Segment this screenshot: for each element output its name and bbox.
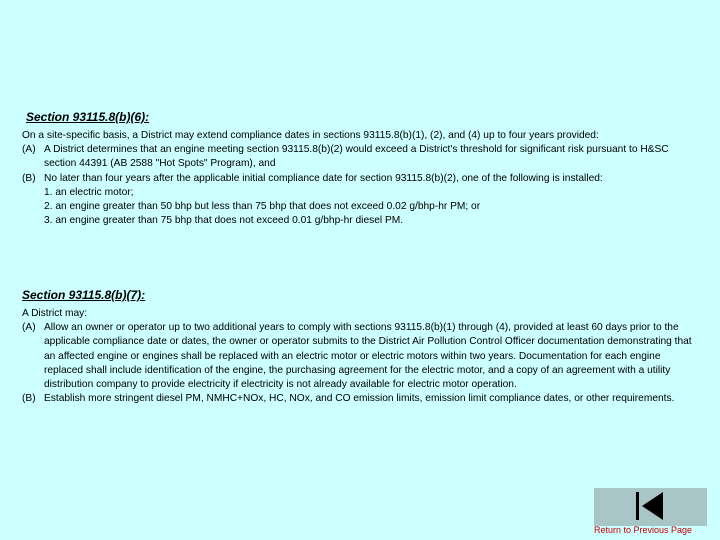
section-93115-8-b-7	[22, 288, 702, 406]
item-text: Establish more stringent diesel PM, NMHC+NOx, HC, NOx, and CO emission limits, emission limit compliance dates, or other requirements.	[44, 393, 675, 405]
skip-back-icon[interactable]	[633, 490, 665, 522]
item-label: (A)	[22, 144, 36, 156]
section-title: Section 93115.8(b)(6):	[26, 110, 150, 124]
section-intro: On a site-specific basis, a District may extend compliance dates in sections 93115.8(b)(1), (2), and (4) up to four years provided:	[22, 130, 599, 141]
sub-item: 3. an engine greater than 75 bhp that does not exceed 0.01 g/bhp-hr diesel PM.	[44, 215, 404, 227]
item-label: (B)	[22, 172, 36, 184]
section-title: Section 93115.8(b)(7):	[22, 288, 146, 302]
list-item	[22, 172, 702, 186]
sub-item: 2. an engine greater than 50 bhp but less than 75 bhp that does not exceed 0.02 g/bhp-hr PM; or	[44, 201, 481, 213]
item-text: Allow an owner or operator up to two additional years to comply with sections 93115.8(b)(1) through (4), provided at least 60 days prior to the applicable compliance date or dates, the owner or operator submits to the District Air Pollution Control Officer documentation demonstrating that an affected engine or engines shall be replaced with an electric motor or electric motors within two years. Documentation for each engine replaced shall include identification of the engine, the purchasing agreement for the electric motor, and a copy of an agreement with a utility distribution company to provide electricity if electricity is not already available for electric motor operation.	[44, 322, 692, 391]
list-item	[22, 143, 702, 171]
list-item	[22, 392, 702, 406]
item-label: (A)	[22, 322, 36, 334]
section-intro: A District may:	[22, 308, 88, 319]
list-item	[22, 321, 702, 392]
item-text: No later than four years after the applicable initial compliance date for section 93115.8(b)(2), one of the following is installed:	[44, 172, 603, 184]
section-93115-8-b-6	[22, 110, 702, 228]
item-text: A District determines that an engine meeting section 93115.8(b)(2) would exceed a District's threshold for significant risk pursuant to H&SC section 44391 (AB 2588 "Hot Spots" Program), and	[44, 144, 669, 170]
sub-item: 1. an electric motor;	[44, 186, 134, 198]
return-to-previous-page-link[interactable]: Return to Previous Page	[594, 525, 693, 535]
item-label: (B)	[22, 393, 36, 405]
